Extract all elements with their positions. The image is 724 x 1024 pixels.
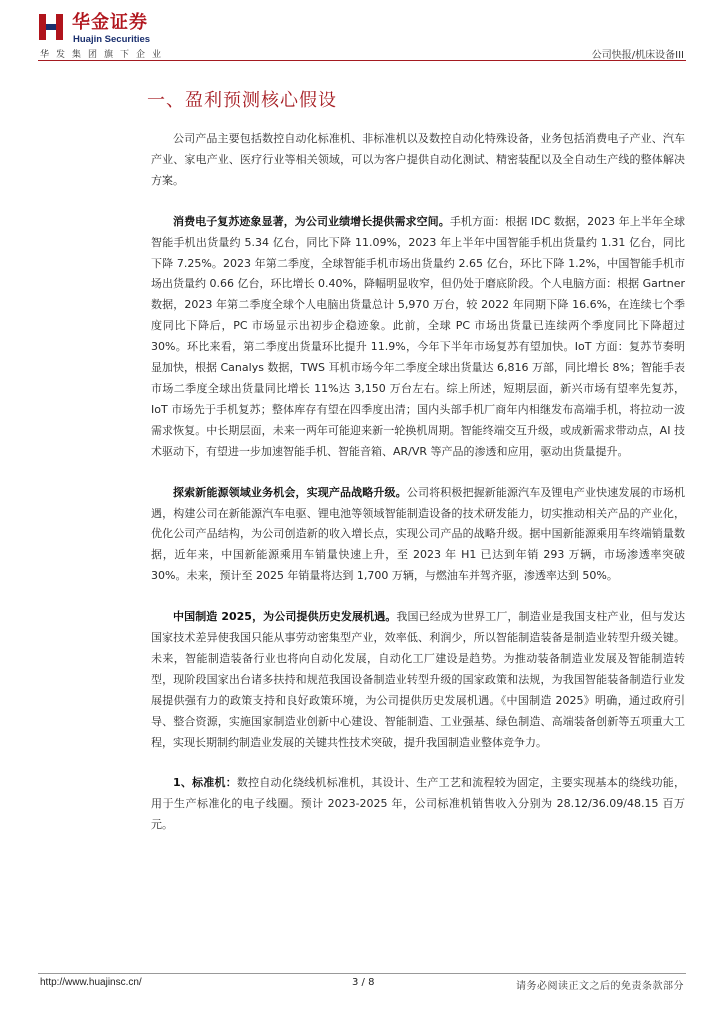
header-divider <box>38 60 686 61</box>
section-title: 一、盈利预测核心假设 <box>147 90 337 111</box>
paragraph-made-in-china-2025 <box>151 607 685 753</box>
paragraph-standard-machine <box>151 773 685 836</box>
paragraph-company-overview <box>151 129 685 192</box>
paragraph-lead: 消费电子复苏迹象显著，为公司业绩增长提供需求空间。 <box>173 214 450 228</box>
website-link[interactable]: http://www.huajinsc.cn/ <box>40 977 142 988</box>
disclaimer-notice: 请务必阅读正文之后的免责条款部分 <box>516 981 684 992</box>
report-body <box>151 129 685 856</box>
logo-english-name: Huajin Securities <box>73 34 151 45</box>
logo-chinese-name: 华金证券 <box>72 12 148 33</box>
paragraph-consumer-electronics <box>151 212 685 463</box>
paragraph-lead: 探索新能源领域业务机会，实现产品战略升级。 <box>173 485 407 499</box>
paragraph-text: 手机方面：根据 IDC 数据，2023 年上半年全球智能手机出货量约 5.34 亿台，同比下降 11.09%，2023 年上半年中国智能手机出货量约 1.31 亿台，同比下降 7.25%。2023 年第二季度，全球智能手机市场出货量约 2.65 亿台，环比下降 1.2%，中国智能手机市场出货量约 0.66 亿台，环比增长 0.40%，降幅明显收窄，但仍处于磨底阶段。个人电脑方面：根据 Gartner 数据，2023 年第二季度全球个人电脑出货量总计 5,970 万台，较 2022 年同期下降 16.6%，在连续七个季度同比下降后，PC 市场显示出初步企稳迹象。此前，全球 PC 市场出货量已连续两个季度同比下降超过 30%。环比来看，第二季度出货量环比提升 11.9%，今年下半年市场复苏有望加快。IoT 方面：复苏节奏明显加快，根据 Canalys 数据，TWS 耳机市场今年二季度全球出货量达 6,816 万部，同比增长 8%；智能手表市场二季度全球出货量同比增长 11%达 3,150 万台左右。综上所述，短期层面，新兴市场有望率先复苏，IoT 市场先于手机复苏；整体库存有望在四季度出清；国内头部手机厂商年内相继发布高端手机，将拉动一波需求恢复。中长期层面，未来一两年可能迎来新一轮换机周期。智能终端交互升级，或成新需求带动点，AI 技术驱动下，有望进一步加速智能手机、智能音箱、AR/VR 等产品的渗透和应用，驱动出货量提升。 <box>151 214 685 458</box>
paragraph-lead: 中国制造 2025，为公司提供历史发展机遇。 <box>173 610 397 624</box>
footer-divider <box>38 973 686 974</box>
paragraph-lead: 1、标准机： <box>173 776 237 790</box>
report-type-label: 公司快报/机床设备III <box>591 50 684 61</box>
paragraph-text: 我国已经成为世界工厂，制造业是我国支柱产业，但与发达国家技术差异使我国只能从事劳动密集型产业，效率低、利润少，所以智能制造装备是制造业转型升级关键。未来，智能制造装备行业也将向自动化发展，自动化工厂建设是趋势。为推动装备制造业发展及智能制造转型，现阶段国家出台诸多扶持和规范我国设备制造业转型升级的国家政策和法规，为我国智能装备制造行业发展提供强有力的政策支持和良好政策环境，为公司提供历史发展机遇。《中国制造 2025》明确，通过政府引导、整合资源，实施国家制造业创新中心建设、智能制造、工业强基、绿色制造、高端装备创新等五项重大工程，实现长期制约制造业发展的关键共性技术突破，提升我国制造业整体竞争力。 <box>151 610 686 749</box>
paragraph-new-energy <box>151 483 685 588</box>
paragraph-text: 数控自动化绕线机标准机，其设计、生产工艺和流程较为固定，主要实现基本的绕线功能，用于生产标准化的电子线圈。预计 2023-2025 年，公司标准机销售收入分别为 28.12/36.09/48.15 百万元。 <box>151 776 686 832</box>
huajin-logo-icon <box>36 12 66 42</box>
paragraph-text: 公司产品主要包括数控自动化标准机、非标准机以及数控自动化特殊设备，业务包括消费电子产业、汽车产业、家电产业、医疗行业等相关领域，可以为客户提供自动化测试、精密装配以及全自动生产线的整体解决方案。 <box>151 132 685 187</box>
page-number: 3 / 8 <box>352 977 375 988</box>
company-logo <box>36 12 176 50</box>
company-slogan: 华发集团旗下企业 <box>40 50 169 60</box>
paragraph-text: 公司将积极把握新能源汽车及锂电产业快速发展的市场机遇，构建公司在新能源汽车电驱、锂电池等领域智能制造设备的技术研发能力，切实推动相关产品的产业化，优化公司产品结构，为公司创造新的收入增长点，实现公司产品的战略升级。据中国新能源乘用车终端销量数据，近年来，中国新能源乘用车销量快速上升，至 2023 年 H1 已达到年销 293 万辆，市场渗透率突破 30%。未来，预计至 2025 年销量将达到 1,700 万辆，与燃油车并驾齐驱，渗透率达到 50%。 <box>151 485 686 583</box>
